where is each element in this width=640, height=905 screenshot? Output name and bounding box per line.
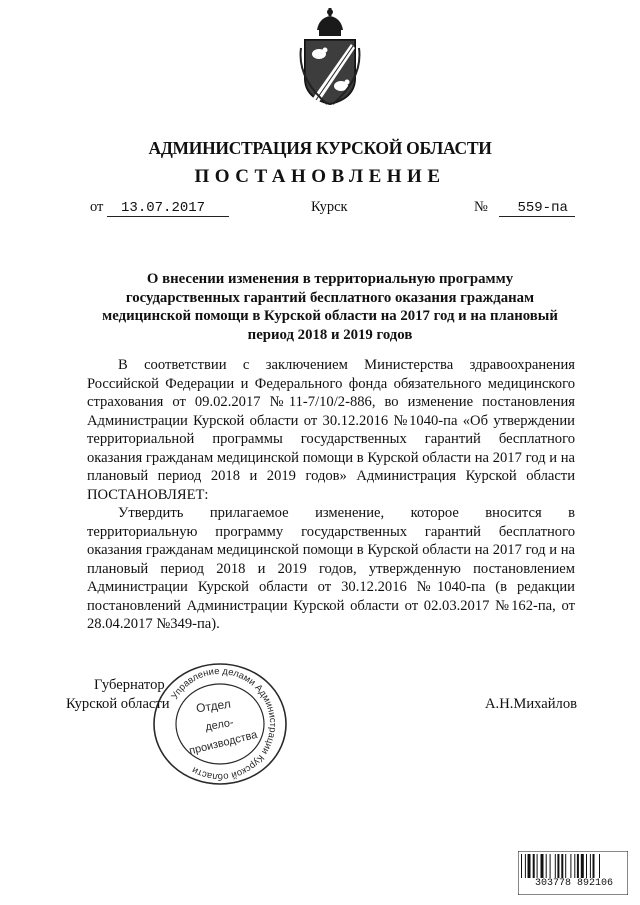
barcode-bar (525, 854, 526, 879)
barcode-bar (599, 854, 600, 879)
coat-of-arms-emblem (297, 8, 363, 106)
barcode-bar (557, 854, 559, 879)
barcode-bar (577, 854, 579, 879)
document-date: 13.07.2017 (107, 201, 229, 217)
document-city: Курск (311, 199, 348, 215)
document-type-heading: ПОСТАНОВЛЕНИЕ (194, 166, 446, 187)
body-paragraph: В соответствии с заключением Министерства здравоохранения Российской Федерации и Федерального фонда обязательного медицинского страхования от 09.02.2017 №11-7/10/2-886, во изменение постановления Администрации Курской области от 30.12.2016 №1040-па «Об утверждении территориальной программы государственных гарантий бесплатного оказания гражданам медицинской помощи в Курской области на 2017 год и на плановый период 2018 и 2019 годов» Администрация Курской области ПОСТАНОВЛЯЕТ: (87, 357, 575, 503)
document-date-row (90, 199, 229, 217)
barcode-bar (550, 854, 551, 879)
stamp-inner-line3: производства (187, 728, 259, 758)
barcode-bar (521, 854, 522, 879)
signatory-name: А.Н.Михайлов (485, 696, 578, 712)
signatory-title (66, 676, 170, 714)
barcode-bar (533, 854, 535, 879)
barcode-bar (574, 854, 575, 879)
barcode-bar (593, 854, 595, 879)
barcode-bar (546, 854, 547, 879)
barcode-bar (570, 854, 571, 879)
barcode-bar (561, 854, 563, 879)
barcode-bar (586, 854, 587, 879)
barcode-bar (541, 854, 544, 879)
number-prefix: № (474, 199, 488, 215)
barcode-bar (528, 854, 531, 879)
official-stamp (150, 660, 290, 788)
stamp-inner-line1: Отдел (195, 696, 232, 716)
barcode-number: 303778 892106 (521, 878, 627, 889)
barcode-bar (555, 854, 556, 879)
date-prefix: от (90, 199, 104, 215)
organization-heading: АДМИНИСТРАЦИЯ КУРСКОЙ ОБЛАСТИ (148, 138, 492, 158)
barcode-bar (537, 854, 538, 879)
document-number-row (474, 199, 575, 217)
document-body (87, 356, 575, 634)
barcode-bar (581, 854, 584, 879)
stamp-outer-text: Управление делами Администрации Курской области (169, 665, 279, 783)
stamp-inner-line2: дело- (204, 716, 235, 734)
signatory-title-line1: Губернатор (94, 677, 165, 693)
barcode-bar (590, 854, 591, 879)
barcode-bar (565, 854, 566, 879)
document-title: О внесении изменения в территориальную программу государственных гарантий бесплатного оказания гражданам медицинской помощи в Курской области на 2017 год и на плановый период 2018 и 2019 годов (102, 271, 558, 343)
signatory-title-line2: Курской области (66, 696, 170, 712)
body-paragraph: Утвердить прилагаемое изменение, которое вносится в территориальную программу государственных гарантий бесплатного оказания гражданам медицинской помощи в Курской области на 2017 год и на плановый период 2018 и 2019 годов, утвержденную постановлением Администрации Курской области от 30.12.2016 №1040-па (в редакции постановлений Администрации Курской области от 02.03.2017 №162-па, от 28.04.2017 №349-па). (87, 505, 575, 632)
document-number: 559-па (499, 201, 575, 217)
